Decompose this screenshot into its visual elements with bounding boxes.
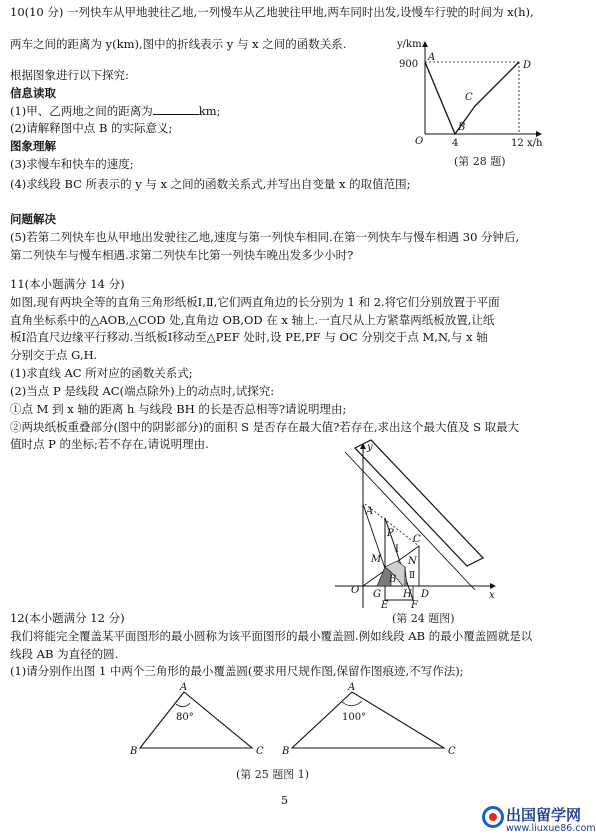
fig28-xlabel: x/h <box>527 138 543 149</box>
triangle-2-angle: 100° <box>342 712 367 723</box>
q10-item-1-unit: km; <box>198 103 221 118</box>
triangle-1-A: A <box>180 682 188 693</box>
q11-part-2b-2: 值时点 P 的坐标;若不存在,请说明理由. <box>10 437 209 452</box>
q10-item-4-block <box>10 176 570 194</box>
figure-24-diagram <box>325 440 500 610</box>
question-10-text <box>10 4 570 22</box>
ruler-edge-line <box>345 452 475 590</box>
fig24-label-M: M <box>371 554 382 565</box>
fig28-point-B: B <box>458 122 466 133</box>
q10-item-4: (4)求线段 BC 所表示的 y 与 x 之间的函数关系式,并写出自变量 x 的取值范围; <box>10 177 411 191</box>
fig24-label-P: P <box>387 528 394 539</box>
fig28-point-A: A <box>428 52 436 63</box>
q12-line-2: 线段 AB 为直径的圆. <box>10 646 119 661</box>
figure-25-triangles <box>120 680 480 760</box>
q10-line-1: 10(10 分) 一列快车从甲地驶往乙地,一列慢车从乙地驶往甲地,两车同时出发,设慢车行驶的时间为 x(h), <box>10 5 534 19</box>
figure-24-caption: (第 24 题图) <box>392 612 455 625</box>
fig28-ylabel: y/km <box>397 39 422 50</box>
watermark-logo-icon <box>482 806 504 828</box>
angle-arc-2 <box>342 701 362 706</box>
figure-25-caption: (第 25 题图 1) <box>236 768 310 781</box>
fig24-label-H: H <box>403 589 412 600</box>
fig24-label-D: D <box>421 589 430 600</box>
q11-part-1: (1)求直线 AC 所对应的函数关系式; <box>10 366 193 381</box>
q10-item-1-text: (1)甲、乙两地之间的距离为 <box>10 103 153 118</box>
q10-line-2: 两车之间的距离为 y(km),图中的折线表示 y 与 x 之间的函数关系. <box>10 37 347 51</box>
q10-item-2: (2)请解释图中点 B 的实际意义; <box>10 121 173 136</box>
watermark-name: 出国留学网 <box>506 806 582 824</box>
q11-part-2: (2)当点 P 是线段 AC(端点除外)上的动点时,试探究: <box>10 383 275 398</box>
figure-28-graph <box>395 38 545 153</box>
q10-item-5b: 第二列快车与慢车相遇.求第二列快车比第一列快车晚出发多少小时? <box>10 247 354 262</box>
fig24-label-A: A <box>366 506 374 517</box>
fig28-tick-4: 4 <box>452 138 459 149</box>
triangle-2-C: C <box>448 746 456 757</box>
q11-line-3: 板Ⅰ沿直尺边缘平行移动.当纸板Ⅰ移动至△PEF 处时,设 PE,PF 与 OC 分别交于点 M,N,与 x 轴 <box>10 330 488 345</box>
fig28-point-D: D <box>523 60 532 71</box>
q10-item-3: (3)求慢车和快车的速度; <box>10 157 134 172</box>
figure-28-caption: (第 28 题) <box>454 155 506 168</box>
triangle-1-C: C <box>256 746 264 757</box>
q12-line-1: 我们将能完全覆盖某平面图形的最小圆称为该平面图形的最小覆盖圆.例如线段 AB 的最小覆盖圆就是以 <box>10 628 533 643</box>
q10-item-5a: (5)若第二列快车也从甲地出发驶往乙地,速度与第一列快车相同.在第一列快车与慢车相遇 30 分钟后, <box>10 229 520 244</box>
q10-solve-block <box>10 211 570 264</box>
triangle-2-B: B <box>282 746 290 757</box>
fig24-label-B: B <box>389 574 397 585</box>
triangle-1-angle: 80° <box>176 712 194 723</box>
fig24-label-F: F <box>411 600 418 611</box>
fig24-label-N: N <box>408 556 417 567</box>
fig24-label-E: E <box>381 600 389 611</box>
question-12-text <box>10 610 570 681</box>
fig28-tick-12: 12 <box>511 138 524 149</box>
fig24-label-y: y <box>367 442 373 453</box>
q10-heading-graph: 图象理解 <box>10 139 56 154</box>
watermark <box>478 804 596 834</box>
q11-part-2a: ①点 M 到 x 轴的距离 h 与线段 BH 的长是否总相等?请说明理由; <box>10 401 347 416</box>
fig24-label-x: x <box>489 590 495 601</box>
q11-line-1: 如图,现有两块全等的直角三角形纸板Ⅰ,Ⅱ,它们两直角边的长分别为 1 和 2.将它们分别放置于平面 <box>10 294 500 309</box>
triangle-2 <box>292 692 444 748</box>
q10-line-3: 根据图象进行以下探究: <box>10 68 129 82</box>
fig24-label-board-I: Ⅰ <box>395 544 399 555</box>
q11-part-2b-1: ②两块纸板重叠部分(图中的阴影部分)的面积 S 是否存在最大值?若存在,求出这个最大值及 S 取最大 <box>10 419 520 434</box>
question-11-text <box>10 276 570 454</box>
q12-title: 12(本小题满分 12 分) <box>10 611 125 625</box>
page-number: 5 <box>281 794 288 807</box>
fig24-label-C: C <box>413 534 421 545</box>
fig28-origin: O <box>415 136 424 147</box>
watermark-url: www.liuxue86.com <box>506 823 596 834</box>
q11-line-4: 分别交于点 G,H. <box>10 348 98 363</box>
q10-heading-info: 信息读取 <box>10 85 56 100</box>
fig24-label-O: O <box>351 585 360 596</box>
fig24-label-G: G <box>373 589 381 600</box>
answer-blank[interactable] <box>153 103 199 115</box>
fig24-label-board-II: Ⅱ <box>409 571 416 581</box>
triangle-1 <box>140 692 252 748</box>
fig28-point-C: C <box>465 92 473 103</box>
angle-arc-1 <box>176 703 190 707</box>
q10-heading-solve: 问题解决 <box>10 212 56 226</box>
triangle-1-B: B <box>130 746 138 757</box>
fig28-tick-900: 900 <box>399 59 419 70</box>
triangle-2-A: A <box>348 682 356 693</box>
q11-line-2: 直角坐标系中的△AOB,△COD 处,直角边 OB,OD 在 x 轴上.一直尺从上方紧靠两纸板放置,让纸 <box>10 312 495 327</box>
q11-title: 11(本小题满分 14 分) <box>10 277 125 291</box>
q12-part-1: (1)请分别作出图 1 中两个三角形的最小覆盖圆(要求用尺规作图,保留作图痕迹,不写作法); <box>10 664 464 679</box>
